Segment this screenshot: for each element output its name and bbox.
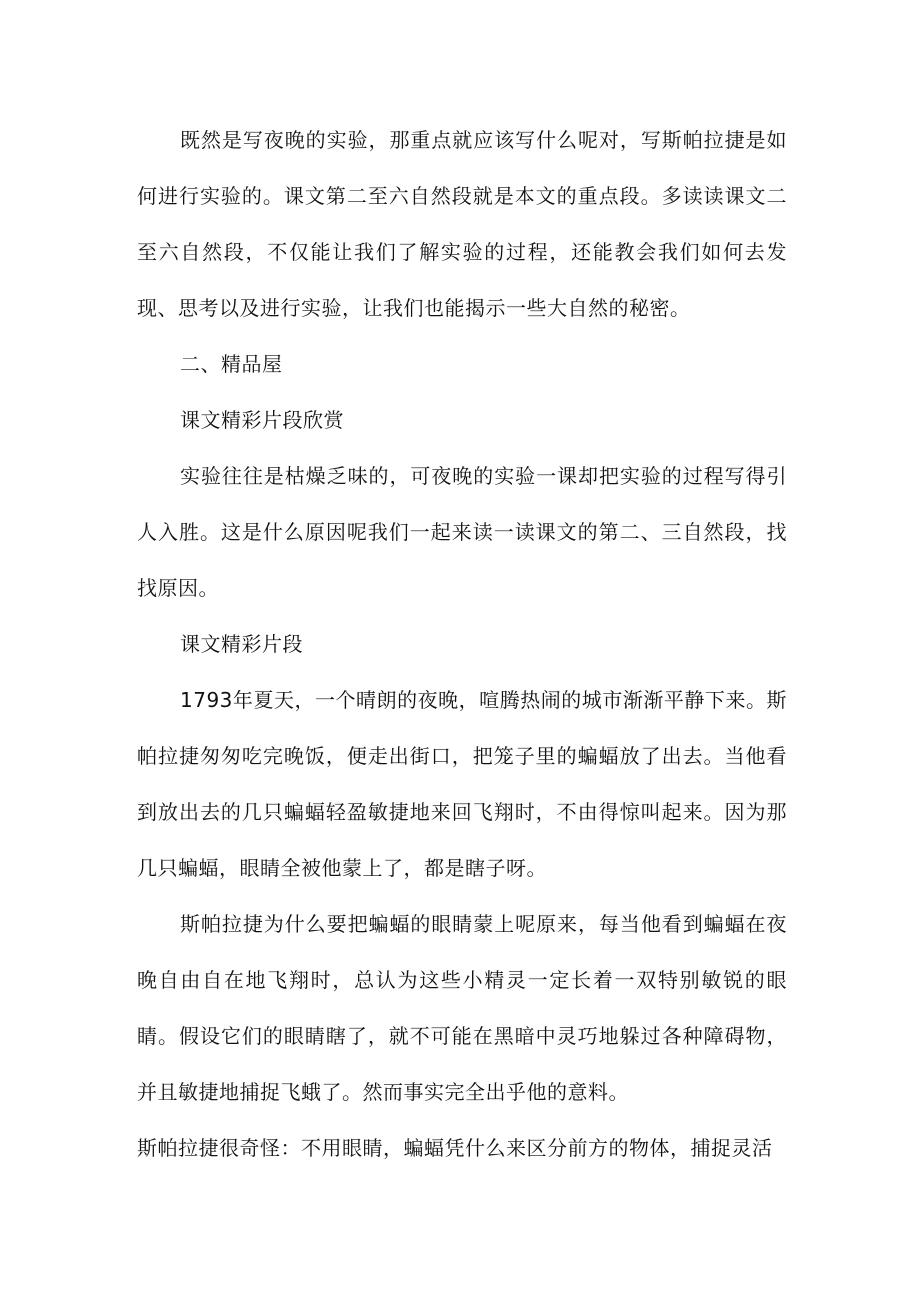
- paragraph-spallanzani-puzzled: 斯帕拉捷很奇怪：不用眼睛，蝙蝠凭什么来区分前方的物体，捕捉灵活: [137, 1136, 773, 1160]
- paragraph-why-blindfold: 斯帕拉捷为什么要把蝙蝠的眼睛蒙上呢原来，每当他看到蝙蝠在夜晚自由自在地飞翔时，总认为这些小精灵一定长着一双特别敏锐的眼睛。假设它们的眼睛瞎了，就不可能在黑暗中灵巧地躲过各种障碍物，并且敏捷地捕捉飞蛾了。然而事实完全出乎他的意料。: [137, 912, 787, 1104]
- section-heading-jingpinwu: 二、精品屋: [180, 352, 283, 376]
- paragraph-1793-summer: 1793年夏天，一个晴朗的夜晚，喧腾热闹的城市渐渐平静下来。斯帕拉捷匆匆吃完晚饭，便走出街口，把笼子里的蝙蝠放了出去。当他看到放出去的几只蝙蝠轻盈敏捷地来回飞翔时，不由得惊叫起来。因为那几只蝙蝠，眼睛全被他蒙上了，都是瞎子呀。: [137, 688, 787, 880]
- subheading-excerpt-appreciation: 课文精彩片段欣赏: [180, 408, 344, 432]
- paragraph-experiment-focus: 既然是写夜晚的实验，那重点就应该写什么呢对，写斯帕拉捷是如何进行实验的。课文第二至六自然段就是本文的重点段。多读读课文二至六自然段，不仅能让我们了解实验的过程，还能教会我们如何去发现、思考以及进行实验，让我们也能揭示一些大自然的秘密。: [137, 128, 787, 320]
- paragraph-intro-excerpt: 实验往往是枯燥乏味的，可夜晚的实验一课却把实验的过程写得引人入胜。这是什么原因呢我们一起来读一读课文的第二、三自然段，找找原因。: [137, 464, 787, 600]
- subheading-excerpt: 课文精彩片段: [180, 632, 303, 656]
